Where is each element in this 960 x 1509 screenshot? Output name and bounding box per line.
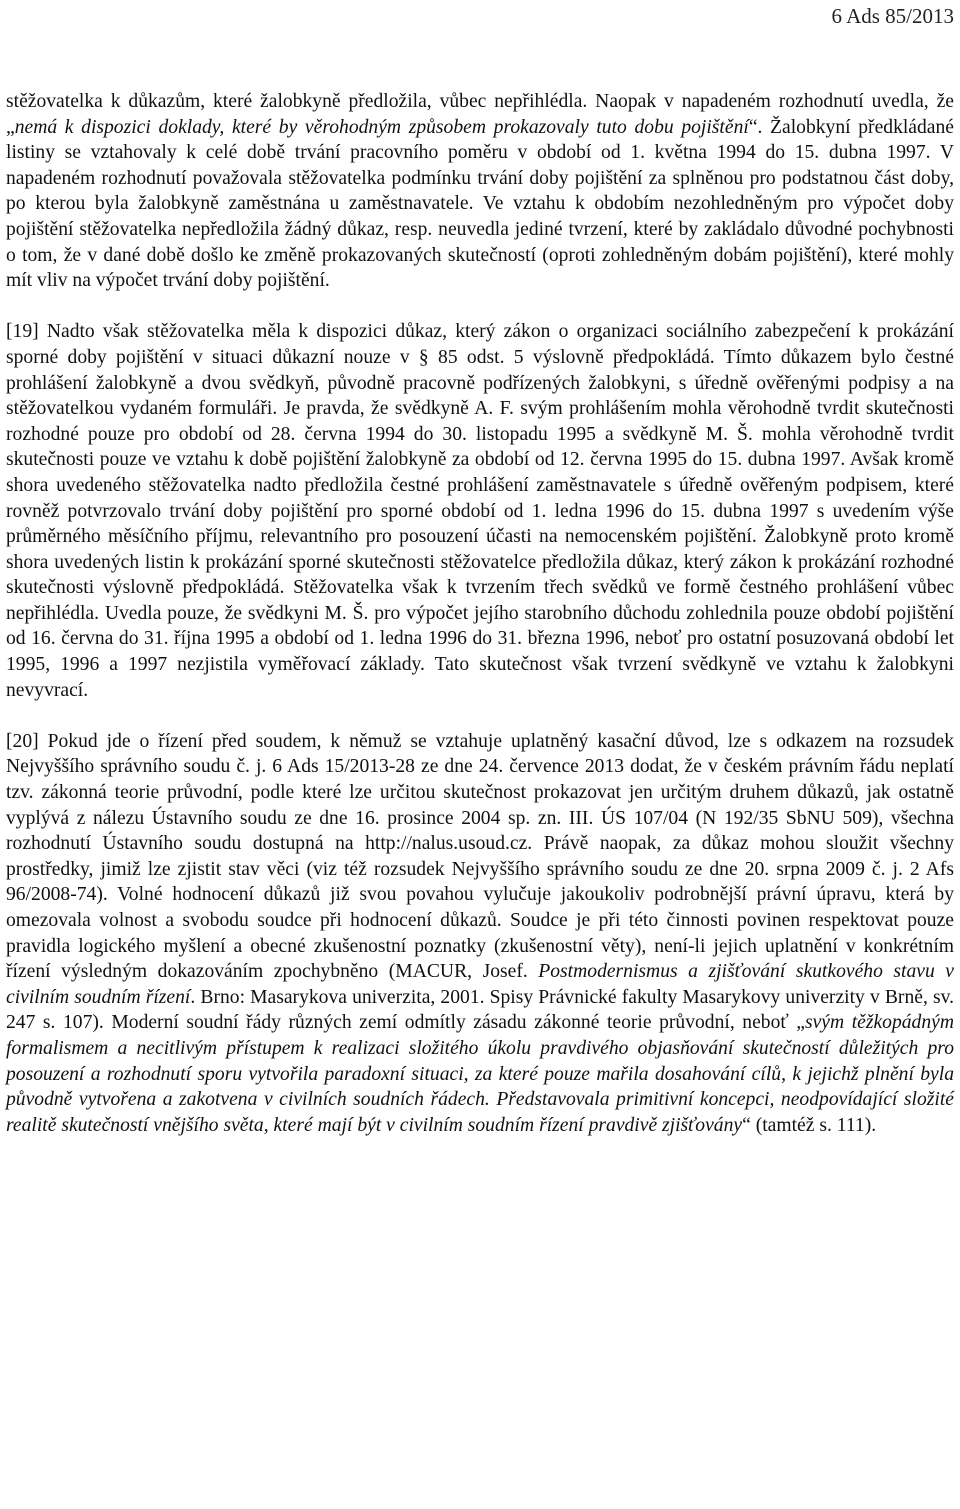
italic-quote: svým těžkopádným formalismem a necitlivým přístupem k realizaci složitého úkolu pravdivého objasňování skutečností důležitých pro posouzení a rozhodnutí sporu vytvořila paradoxní situaci, za které pouze mařila dosahování cílů, k jejichž plnění byla původně vytvořena a zakotvena v civilních soudních řádech. Představovala primitivní koncepci, neodpovídající složité realitě skutečností vnějšího světa, které mají být v civilním soudním řízení pravdivě zjišťovány	[6, 1012, 954, 1136]
text-segment: “ (tamtéž s. 111).	[742, 1114, 877, 1136]
italic-book-title: Postmodernismus a zjišťování skutkového stavu v civilním soudním řízení	[6, 961, 954, 1008]
text-segment: “. Žalobkyní předkládané listiny se vztahovaly k celé době trvání pracovního poměru v období od 1. května 1994 do 15. dubna 1997. V napadeném rozhodnutí považovala stěžovatelka podmínku trvání doby pojištění za splněnou pro podstatnou část doby, po kterou byla žalobkyně zaměstnána u zaměstnavatele. Ve vztahu k obdobím nezohledněným pro výpočet doby pojištění stěžovatelka nepředložila žádný důkaz, resp. neuvedla jediné tvrzení, které by zakládalo důvodné pochybnosti o tom, že v dané době došlo ke změně prokazovaných skutečností (oproti zohledněným dobám pojištění), které mohly mít vliv na výpočet trvání doby pojištění.	[6, 116, 954, 292]
text-segment: stěžovatelka k důkazům, které žalobkyně předložila, vůbec nepřihlédla. Naopak v napadeném rozhodnutí uvedla, že „	[6, 91, 954, 138]
text-segment: [20] Pokud jde o řízení před soudem, k němuž se vztahuje uplatněný kasační důvod, lze s odkazem na rozsudek Nejvyššího správního soudu č. j. 6 Ads 15/2013-28 ze dne 24. července 2013 dodat, že v českém právním řádu neplatí tzv. zákonná teorie průvodní, podle které lze určitou skutečnost prokazovat jen určitým druhem důkazů, jak ostatně vyplývá z nálezu Ústavního soudu ze dne 16. prosince 2004 sp. zn. III. ÚS 107/04 (N 192/35 SbNU 509), všechna rozhodnutí Ústavního soudu dostupná na http://nalus.usoud.cz. Právě naopak, za důkaz mohou sloužit všechny prostředky, jimiž lze zjistit stav věci (viz též rozsudek Nejvyššího správního soudu ze dne 20. srpna 2009 č. j. 2 Afs 96/2008-74). Volné hodnocení důkazů již svou povahou vylučuje jakoukoliv podrobnější právní úpravu, která by omezovala volnost a svobodu soudce při hodnocení důkazů. Soudce je při této činnosti povinen respektovat pouze pravidla logického myšlení a obecné zkušenostní poznatky (zkušenostní věty), není-li jejich uplatnění v konkrétním řízení výsledným dokazováním zpochybněno (MACUR, Josef.	[6, 730, 954, 983]
paragraph-continuation	[6, 89, 954, 294]
document-body	[6, 89, 954, 1138]
paragraph-19	[6, 319, 954, 703]
italic-quote: nemá k dispozici doklady, které by věrohodným způsobem prokazovaly tuto dobu pojištění	[14, 116, 749, 138]
text-segment: [19] Nadto však stěžovatelka měla k dispozici důkaz, který zákon o organizaci sociálního zabezpečení k prokázání sporné doby pojištění v situaci důkazní nouze v § 85 odst. 5 výslovně předpokládá. Tímto důkazem bylo čestné prohlášení žalobkyně a dvou svědkyň, původně pracovně podřízených žalobkyni, s úředně ověřenými podpisy a na stěžovatelkou vydaném formuláři. Je pravda, že svědkyně A. F. svým prohlášením mohla věrohodně tvrdit skutečnosti rozhodné pouze pro období od 28. června 1994 do 30. listopadu 1995 a svědkyně M. Š. mohla věrohodně tvrdit skutečnosti pouze ve vztahu k době pojištění žalobkyně za období od 12. června 1995 do 15. dubna 1997. Avšak kromě shora uvedeného stěžovatelka nadto předložila čestné prohlášení zaměstnavatele s úředně ověřeným podpisem, které rovněž potvrzovalo trvání doby pojištění pro sporné období od 1. ledna 1996 do 15. dubna 1997 s uvedením výše průměrného měsíčního příjmu, relevantního pro posouzení účasti na nemocenském pojištění. Žalobkyně proto kromě shora uvedených listin k prokázání sporné skutečnosti stěžovatelce předložila důkaz, který zákon k prokázání rozhodné skutečnosti výslovně předpokládá. Stěžovatelka však k tvrzením třech svědků ve formě čestného prohlášení vůbec nepřihlédla. Uvedla pouze, že svědkyni M. Š. pro výpočet jejího starobního důchodu zohlednila pouze období pojištění od 16. června do 31. října 1995 a období od 1. ledna 1996 do 31. března 1996, neboť pro ostatní posuzovaná období let 1995, 1996 a 1997 nezjistila vyměřovací základy. Tato skutečnost však tvrzení svědkyně ve vztahu k žalobkyni nevyvrací.	[6, 321, 954, 701]
paragraph-20	[6, 729, 954, 1139]
text-segment: . Brno: Masarykova univerzita, 2001. Spisy Právnické fakulty Masarykovy univerzity v Brně, sv. 247 s. 107). Moderní soudní řády různých zemí odmítly zásadu zákonné teorie průvodní, neboť „	[6, 986, 954, 1034]
case-number-header: 6 Ads 85/2013	[831, 4, 954, 28]
